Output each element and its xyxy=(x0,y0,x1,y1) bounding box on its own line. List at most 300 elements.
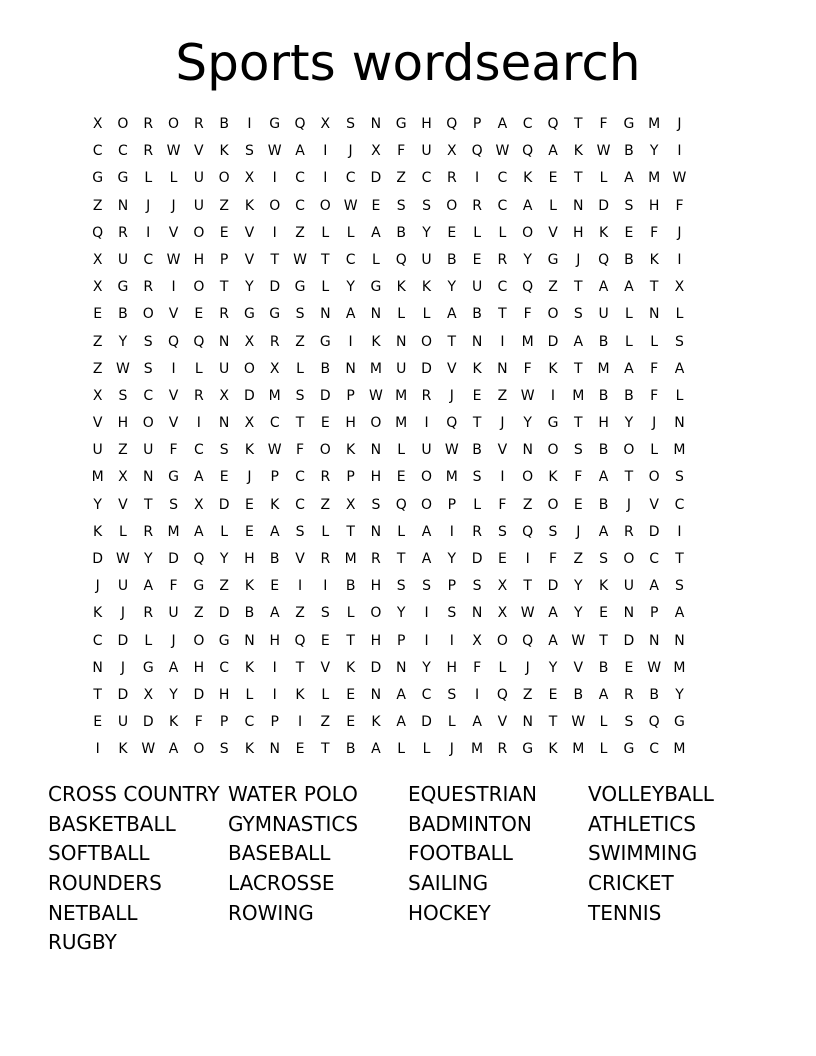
grid-letter: V xyxy=(497,714,508,731)
grid-letter: L xyxy=(346,224,355,241)
grid-letter: C xyxy=(143,387,154,404)
grid-letter: J xyxy=(576,523,581,540)
grid-letter: Y xyxy=(574,605,583,622)
grid-letter: H xyxy=(345,415,356,432)
grid-letter: F xyxy=(574,469,583,486)
grid-letter: P xyxy=(447,496,457,513)
grid-letter: I xyxy=(449,632,454,649)
grid-letter: J xyxy=(576,251,581,268)
word-list-item: SOFTBALL xyxy=(48,841,150,866)
grid-letter: C xyxy=(295,496,305,513)
grid-letter: D xyxy=(244,387,255,404)
grid-letter: Z xyxy=(295,224,305,241)
grid-letter: D xyxy=(471,551,483,567)
grid-letter: Z xyxy=(118,442,128,459)
grid-row xyxy=(85,138,692,165)
grid-letter: O xyxy=(623,442,635,459)
grid-letter: C xyxy=(421,170,432,187)
grid-letter: Y xyxy=(346,279,355,296)
word-list-item: NETBALL xyxy=(48,900,138,925)
grid-letter: W xyxy=(116,551,130,567)
grid-row xyxy=(85,546,692,573)
grid-letter: J xyxy=(171,632,176,649)
grid-letter: W xyxy=(672,170,687,187)
grid-letter: J xyxy=(95,578,100,595)
grid-letter: Y xyxy=(523,251,532,268)
grid-letter: X xyxy=(497,605,508,622)
grid-letter: G xyxy=(92,170,104,187)
grid-letter: G xyxy=(117,279,129,296)
grid-letter: B xyxy=(320,360,331,377)
grid-letter: R xyxy=(193,116,204,132)
grid-letter: F xyxy=(650,224,659,241)
grid-letter: L xyxy=(169,170,178,187)
grid-letter: K xyxy=(244,578,255,595)
grid-letter: Z xyxy=(522,496,533,513)
grid-letter: A xyxy=(269,523,280,540)
grid-letter: Y xyxy=(118,333,128,350)
grid-letter: R xyxy=(143,523,154,540)
grid-letter: A xyxy=(598,469,609,486)
grid-letter: D xyxy=(218,496,230,513)
grid-letter: W xyxy=(267,442,282,459)
grid-letter: R xyxy=(446,170,457,187)
word-list-item: HOCKEY xyxy=(408,900,491,925)
grid-letter: Q xyxy=(446,116,458,132)
grid-letter: Y xyxy=(93,496,102,513)
grid-letter: Y xyxy=(675,686,684,703)
grid-letter: E xyxy=(573,496,583,513)
grid-letter: K xyxy=(472,360,482,377)
grid-row xyxy=(85,600,692,627)
grid-letter: G xyxy=(168,469,179,486)
grid-letter: V xyxy=(244,251,255,268)
grid-letter: C xyxy=(118,143,128,160)
grid-letter: G xyxy=(269,306,281,323)
grid-letter: N xyxy=(345,360,356,377)
grid-letter: K xyxy=(523,170,533,187)
grid-letter: O xyxy=(370,415,382,432)
grid-letter: K xyxy=(396,279,406,296)
grid-letter: I xyxy=(424,415,429,432)
grid-letter: K xyxy=(598,224,609,241)
grid-letter: R xyxy=(269,333,280,350)
grid-letter: S xyxy=(244,143,254,160)
grid-letter: R xyxy=(421,387,432,404)
grid-letter: R xyxy=(472,197,482,214)
grid-letter: J xyxy=(449,387,454,404)
grid-letter: B xyxy=(624,387,634,404)
grid-letter: A xyxy=(548,605,558,622)
grid-letter: O xyxy=(193,279,205,296)
word-list-item: ATHLETICS xyxy=(588,811,696,836)
grid-letter: G xyxy=(193,578,205,595)
grid-letter: F xyxy=(523,306,532,323)
grid-letter: W xyxy=(293,251,307,268)
grid-letter: T xyxy=(219,279,229,296)
grid-letter: M xyxy=(167,523,180,540)
grid-letter: O xyxy=(420,496,433,513)
grid-letter: N xyxy=(370,686,382,703)
grid-letter: A xyxy=(396,714,406,731)
word-list-item: RUGBY xyxy=(48,930,117,955)
grid-letter: W xyxy=(166,143,181,160)
grid-letter: A xyxy=(421,523,432,540)
word-list-item: GYMNASTICS xyxy=(228,811,359,836)
grid-letter: H xyxy=(370,632,382,649)
grid-letter: V xyxy=(118,496,128,513)
grid-letter: S xyxy=(472,578,482,595)
grid-row xyxy=(85,628,692,655)
grid-letter: Q xyxy=(294,632,306,649)
grid-letter: B xyxy=(396,224,407,241)
grid-letter: M xyxy=(445,469,458,486)
grid-letter: N xyxy=(573,197,584,214)
grid-letter: G xyxy=(623,741,635,758)
grid-letter: Q xyxy=(522,143,534,160)
grid-letter: R xyxy=(472,523,482,540)
grid-letter: J xyxy=(500,415,505,432)
grid-letter: K xyxy=(219,143,229,160)
grid-letter: R xyxy=(143,605,154,622)
grid-letter: B xyxy=(269,551,280,567)
grid-letter: Z xyxy=(194,605,204,622)
grid-letter: K xyxy=(598,578,609,595)
grid-letter: D xyxy=(193,686,205,703)
word-list-item: ROWING xyxy=(228,900,314,925)
grid-letter: T xyxy=(321,741,330,758)
grid-row xyxy=(85,383,692,410)
grid-letter: R xyxy=(371,551,381,567)
grid-letter: N xyxy=(143,469,154,486)
grid-letter: S xyxy=(548,523,558,540)
grid-letter: K xyxy=(295,686,305,703)
grid-letter: M xyxy=(395,387,408,404)
grid-letter: X xyxy=(244,333,255,350)
grid-letter: Z xyxy=(92,197,103,214)
grid-letter: U xyxy=(168,605,179,622)
grid-letter: J xyxy=(146,197,151,214)
grid-letter: G xyxy=(674,714,685,731)
grid-letter: R xyxy=(497,741,508,758)
grid-letter: I xyxy=(297,714,303,731)
grid-letter: R xyxy=(219,306,229,323)
grid-letter: O xyxy=(446,197,458,214)
grid-letter: T xyxy=(321,251,330,268)
grid-letter: O xyxy=(269,197,281,214)
grid-letter: S xyxy=(320,605,330,622)
grid-letter: A xyxy=(497,116,508,132)
grid-letter: D xyxy=(117,632,129,649)
grid-letter: W xyxy=(267,143,282,160)
grid-letter: U xyxy=(623,578,634,595)
grid-letter: V xyxy=(497,442,508,459)
grid-letter: F xyxy=(599,116,608,132)
grid-letter: U xyxy=(117,251,129,268)
grid-letter: D xyxy=(547,333,559,350)
grid-row xyxy=(85,111,692,138)
grid-letter: O xyxy=(547,442,559,459)
grid-letter: S xyxy=(169,496,178,513)
grid-letter: G xyxy=(269,116,281,132)
grid-letter: G xyxy=(547,251,559,268)
grid-letter: K xyxy=(548,741,558,758)
grid-letter: S xyxy=(396,197,406,214)
grid-letter: N xyxy=(117,197,129,214)
grid-letter: S xyxy=(346,116,356,132)
grid-letter: Y xyxy=(624,415,634,432)
grid-letter: B xyxy=(345,741,356,758)
grid-letter: T xyxy=(548,714,558,731)
grid-letter: J xyxy=(120,605,126,622)
grid-letter: C xyxy=(92,632,103,649)
grid-letter: Y xyxy=(649,143,659,160)
grid-letter: E xyxy=(346,686,356,703)
word-list-item: BADMINTON xyxy=(408,811,532,836)
grid-letter: S xyxy=(219,741,229,758)
grid-letter: E xyxy=(320,632,330,649)
grid-letter: D xyxy=(142,714,154,731)
grid-letter: X xyxy=(447,143,457,160)
grid-letter: X xyxy=(219,387,229,404)
grid-letter: I xyxy=(323,143,328,160)
grid-letter: S xyxy=(396,578,406,595)
word-list-item: TENNIS xyxy=(588,900,662,925)
grid-letter: M xyxy=(471,741,484,758)
grid-letter: O xyxy=(243,360,255,377)
grid-letter: A xyxy=(447,306,457,323)
grid-letter: B xyxy=(573,686,584,703)
grid-letter: M xyxy=(268,387,281,404)
grid-letter: L xyxy=(675,306,684,323)
grid-letter: S xyxy=(143,333,153,350)
grid-letter: N xyxy=(674,632,685,649)
grid-letter: W xyxy=(141,741,156,758)
grid-letter: S xyxy=(447,605,457,622)
grid-letter: O xyxy=(370,605,382,622)
grid-row xyxy=(85,301,692,328)
grid-letter: K xyxy=(118,741,128,758)
word-list-item: SAILING xyxy=(408,871,489,896)
grid-letter: H xyxy=(370,469,382,486)
grid-letter: S xyxy=(143,360,153,377)
grid-letter: T xyxy=(649,279,659,296)
grid-letter: U xyxy=(92,442,103,459)
grid-letter: S xyxy=(371,496,381,513)
grid-letter: D xyxy=(319,387,331,404)
grid-letter: S xyxy=(295,523,305,540)
grid-letter: O xyxy=(547,496,559,513)
grid-letter: Y xyxy=(143,551,153,567)
grid-letter: I xyxy=(272,224,277,241)
grid-letter: J xyxy=(525,659,530,676)
grid-letter: A xyxy=(624,170,634,187)
grid-letter: E xyxy=(548,170,558,187)
grid-letter: D xyxy=(117,686,129,703)
grid-letter: V xyxy=(320,659,331,676)
grid-letter: S xyxy=(219,442,229,459)
grid-letter: W xyxy=(571,632,586,649)
grid-letter: N xyxy=(648,632,660,649)
grid-letter: A xyxy=(649,578,659,595)
grid-letter: T xyxy=(574,116,583,132)
grid-letter: V xyxy=(548,224,558,241)
grid-letter: M xyxy=(597,360,610,377)
grid-letter: Z xyxy=(219,197,229,214)
grid-row xyxy=(85,682,692,709)
grid-letter: T xyxy=(574,415,583,432)
grid-letter: A xyxy=(194,469,204,486)
grid-letter: Y xyxy=(219,551,229,567)
grid-letter: Q xyxy=(395,496,407,513)
grid-letter: E xyxy=(93,306,103,323)
grid-letter: N xyxy=(497,360,508,377)
grid-letter: V xyxy=(92,415,103,432)
grid-letter: F xyxy=(650,360,659,377)
word-list-item: VOLLEYBALL xyxy=(588,782,714,806)
grid-letter: A xyxy=(295,143,305,160)
grid-letter: C xyxy=(497,279,508,296)
grid-letter: B xyxy=(649,686,659,703)
page-title: Sports wordsearch xyxy=(175,34,641,92)
word-list-item: BASEBALL xyxy=(228,841,331,866)
grid-letter: I xyxy=(475,686,480,703)
grid-letter: L xyxy=(624,333,633,350)
grid-letter: P xyxy=(447,578,457,595)
grid-letter: L xyxy=(599,714,608,731)
grid-letter: B xyxy=(472,306,482,323)
grid-letter: W xyxy=(520,605,535,622)
grid-letter: S xyxy=(295,306,305,323)
grid-letter: D xyxy=(168,551,179,567)
grid-letter: V xyxy=(295,551,305,567)
grid-letter: I xyxy=(272,686,277,703)
grid-letter: H xyxy=(218,686,230,703)
grid-row xyxy=(85,437,692,464)
grid-letter: W xyxy=(444,442,459,459)
grid-letter: L xyxy=(321,523,330,540)
grid-letter: C xyxy=(522,116,533,132)
grid-letter: X xyxy=(92,116,103,132)
grid-letter: I xyxy=(272,170,277,187)
grid-letter: R xyxy=(624,686,634,703)
grid-letter: L xyxy=(498,224,507,241)
grid-letter: M xyxy=(344,551,357,567)
grid-letter: L xyxy=(144,170,153,187)
grid-letter: X xyxy=(92,387,103,404)
grid-letter: L xyxy=(346,605,355,622)
grid-letter: C xyxy=(269,415,280,432)
grid-letter: L xyxy=(372,251,380,268)
grid-letter: Y xyxy=(447,279,457,296)
grid-letter: M xyxy=(369,360,382,377)
grid-letter: N xyxy=(370,442,382,459)
grid-letter: P xyxy=(219,251,229,268)
grid-letter: A xyxy=(421,551,432,567)
grid-letter: B xyxy=(624,143,634,160)
grid-letter: C xyxy=(295,170,305,187)
grid-letter: O xyxy=(496,632,508,649)
grid-letter: I xyxy=(95,741,100,758)
grid-letter: L xyxy=(650,442,659,459)
grid-letter: O xyxy=(193,224,205,241)
grid-letter: E xyxy=(245,496,254,513)
grid-letter: Y xyxy=(245,279,254,296)
grid-letter: B xyxy=(472,442,482,459)
grid-letter: D xyxy=(370,170,382,187)
grid-letter: Q xyxy=(598,251,610,268)
grid-letter: Y xyxy=(548,659,558,676)
grid-letter: S xyxy=(422,578,431,595)
grid-letter: Z xyxy=(320,714,331,731)
grid-letter: Z xyxy=(219,578,229,595)
grid-letter: E xyxy=(472,251,482,268)
grid-letter: I xyxy=(550,387,556,404)
grid-letter: U xyxy=(219,360,230,377)
grid-letter: Q xyxy=(522,632,534,649)
grid-letter: O xyxy=(319,442,331,459)
grid-letter: A xyxy=(674,605,685,622)
grid-letter: P xyxy=(472,116,482,132)
grid-letter: S xyxy=(599,551,609,567)
grid-letter: L xyxy=(194,360,203,377)
grid-letter: B xyxy=(598,442,609,459)
grid-letter: Y xyxy=(422,659,431,676)
grid-letter: E xyxy=(295,741,305,758)
grid-letter: X xyxy=(244,415,255,432)
grid-letter: E xyxy=(497,551,507,567)
grid-letter: S xyxy=(295,387,305,404)
grid-letter: P xyxy=(270,469,279,486)
grid-letter: L xyxy=(498,659,507,676)
word-list-item: FOOTBALL xyxy=(408,841,513,866)
grid-letter: G xyxy=(370,279,382,296)
grid-letter: P xyxy=(346,387,355,404)
grid-letter: K xyxy=(346,442,356,459)
grid-letter: O xyxy=(218,170,230,187)
grid-letter: R xyxy=(497,251,508,268)
grid-letter: Z xyxy=(295,333,305,350)
word-list xyxy=(48,780,788,958)
grid-letter: X xyxy=(269,360,280,377)
grid-letter: K xyxy=(371,333,381,350)
grid-letter: J xyxy=(247,469,252,486)
grid-letter: H xyxy=(648,197,660,214)
grid-letter: I xyxy=(677,143,682,160)
grid-letter: T xyxy=(523,578,532,595)
grid-letter: E xyxy=(219,469,229,486)
grid-letter: T xyxy=(574,360,583,377)
grid-letter: V xyxy=(573,659,584,676)
grid-letter: B xyxy=(118,306,128,323)
grid-letter: B xyxy=(447,251,457,268)
grid-row xyxy=(85,492,692,519)
grid-letter: N xyxy=(674,415,685,432)
grid-letter: H xyxy=(117,415,129,432)
grid-letter: P xyxy=(649,605,659,622)
grid-letter: H xyxy=(598,415,609,432)
grid-letter: I xyxy=(196,415,201,432)
grid-letter: T xyxy=(346,632,355,649)
grid-letter: O xyxy=(319,197,331,214)
grid-letter: C xyxy=(649,741,660,758)
grid-letter: N xyxy=(370,116,382,132)
grid-letter: I xyxy=(677,523,682,540)
grid-letter: F xyxy=(397,143,406,160)
grid-letter: O xyxy=(142,415,154,432)
grid-letter: G xyxy=(522,741,534,758)
grid-letter: F xyxy=(169,442,178,459)
